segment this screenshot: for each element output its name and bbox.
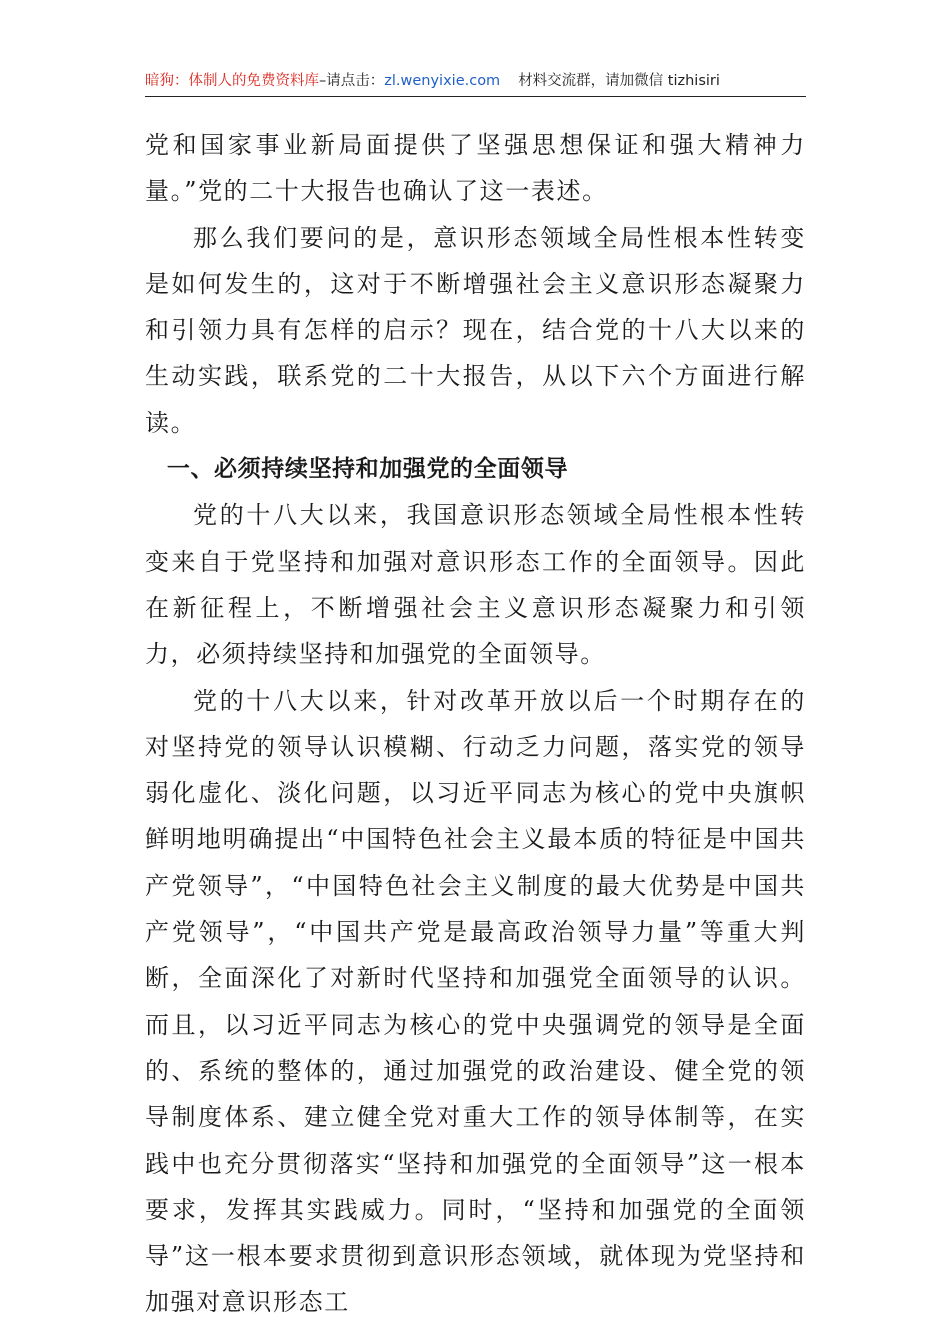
- header-url-link[interactable]: zl.wenyixie.com: [384, 73, 501, 89]
- section-heading: 一、必须持续坚持和加强党的全面领导: [166, 456, 569, 483]
- paragraph-continuation: 党和国家事业新局面提供了坚强思想保证和强大精神力量。”党的二十大报告也确认了这一表述。: [145, 131, 806, 206]
- document-body: [145, 122, 806, 1326]
- page-header: [145, 66, 806, 97]
- header-contact: 材料交流群，请加微信 tizhisiri: [518, 73, 720, 89]
- paragraph-detail: 党的十八大以来，针对改革开放以后一个时期存在的对坚持党的领导认识模糊、行动乏力问题，落实党的领导弱化虚化、淡化问题，以习近平同志为核心的党中央旗帜鲜明地明确提出“中国特色社会主义最本质的特征是中国共产党领导”，“中国特色社会主义制度的最大优势是中国共产党领导”，“中国共产党是最高政治领导力量”等重大判断，全面深化了对新时代坚持和加强党全面领导的认识。而且，以习近平同志为核心的党中央强调党的领导是全面的、系统的整体的，通过加强党的政治建设、健全党的领导制度体系、建立健全党对重大工作的领导体制等，在实践中也充分贯彻落实“坚持和加强党的全面领导”这一根本要求，发挥其实践威力。同时，“坚持和加强党的全面领导”这一根本要求贯彻到意识形态领域，就体现为党坚持和加强对意识形态工: [145, 686, 806, 1317]
- header-brand: 暗狗：体制人的免费资料库: [145, 73, 319, 89]
- paragraph-intro: 党的十八大以来，我国意识形态领域全局性根本性转变来自于党坚持和加强对意识形态工作的全面领导。因此在新征程上，不断增强社会主义意识形态凝聚力和引领力，必须持续坚持和加强党的全面领导。: [145, 501, 806, 669]
- header-separator: –请点击：: [319, 73, 385, 89]
- paragraph-question: 那么我们要问的是，意识形态领域全局性根本性转变是如何发生的，这对于不断增强社会主义意识形态凝聚力和引领力具有怎样的启示？现在，结合党的十八大以来的生动实践，联系党的二十大报告，从以下六个方面进行解读。: [145, 223, 806, 437]
